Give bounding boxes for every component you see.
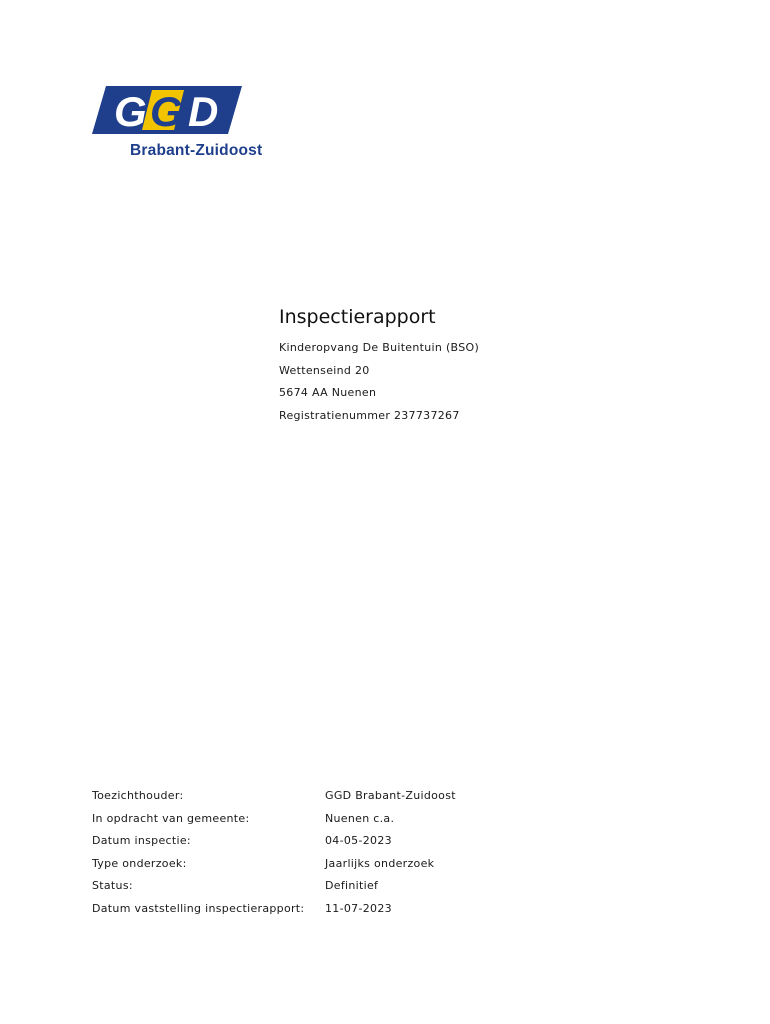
meta-label: Type onderzoek: — [92, 856, 187, 870]
meta-label: Datum inspectie: — [92, 834, 191, 848]
meta-label: Toezichthouder: — [92, 789, 184, 802]
meta-value: Nuenen c.a. — [325, 811, 395, 825]
meta-value: 04-05-2023 — [325, 834, 392, 848]
report-header — [279, 306, 479, 432]
report-metadata — [92, 789, 456, 925]
ggd-logo — [92, 86, 302, 162]
logo-subtitle: Brabant-Zuidoost — [130, 142, 263, 159]
meta-label: Status: — [92, 879, 133, 893]
meta-value: Jaarlijks onderzoek — [325, 856, 435, 870]
meta-value: Definitief — [325, 879, 379, 893]
meta-row-inspection-date — [92, 834, 456, 857]
logo-letter-1: G — [114, 88, 147, 134]
meta-label: Datum vaststelling inspectierapport: — [92, 901, 305, 915]
meta-row-inspection-type — [92, 857, 456, 880]
meta-row-supervisor — [92, 789, 456, 812]
postal-city: 5674 AA Nuenen — [279, 386, 377, 400]
meta-value: 11-07-2023 — [325, 901, 392, 915]
meta-row-approval-date — [92, 902, 456, 925]
meta-label: In opdracht van gemeente: — [92, 811, 250, 825]
meta-row-municipality — [92, 812, 456, 835]
organization-name: Kinderopvang De Buitentuin (BSO) — [279, 341, 480, 354]
registration-number: Registratienummer 237737267 — [279, 408, 460, 422]
logo-letter-3: D — [188, 88, 219, 134]
street-address: Wettenseind 20 — [279, 363, 370, 377]
meta-row-status — [92, 879, 456, 902]
meta-value: GGD Brabant-Zuidoost — [325, 789, 456, 802]
document-title: Inspectierapport — [279, 306, 436, 328]
ggd-logo-mark — [92, 86, 242, 134]
logo-letter-2: G — [150, 88, 183, 134]
